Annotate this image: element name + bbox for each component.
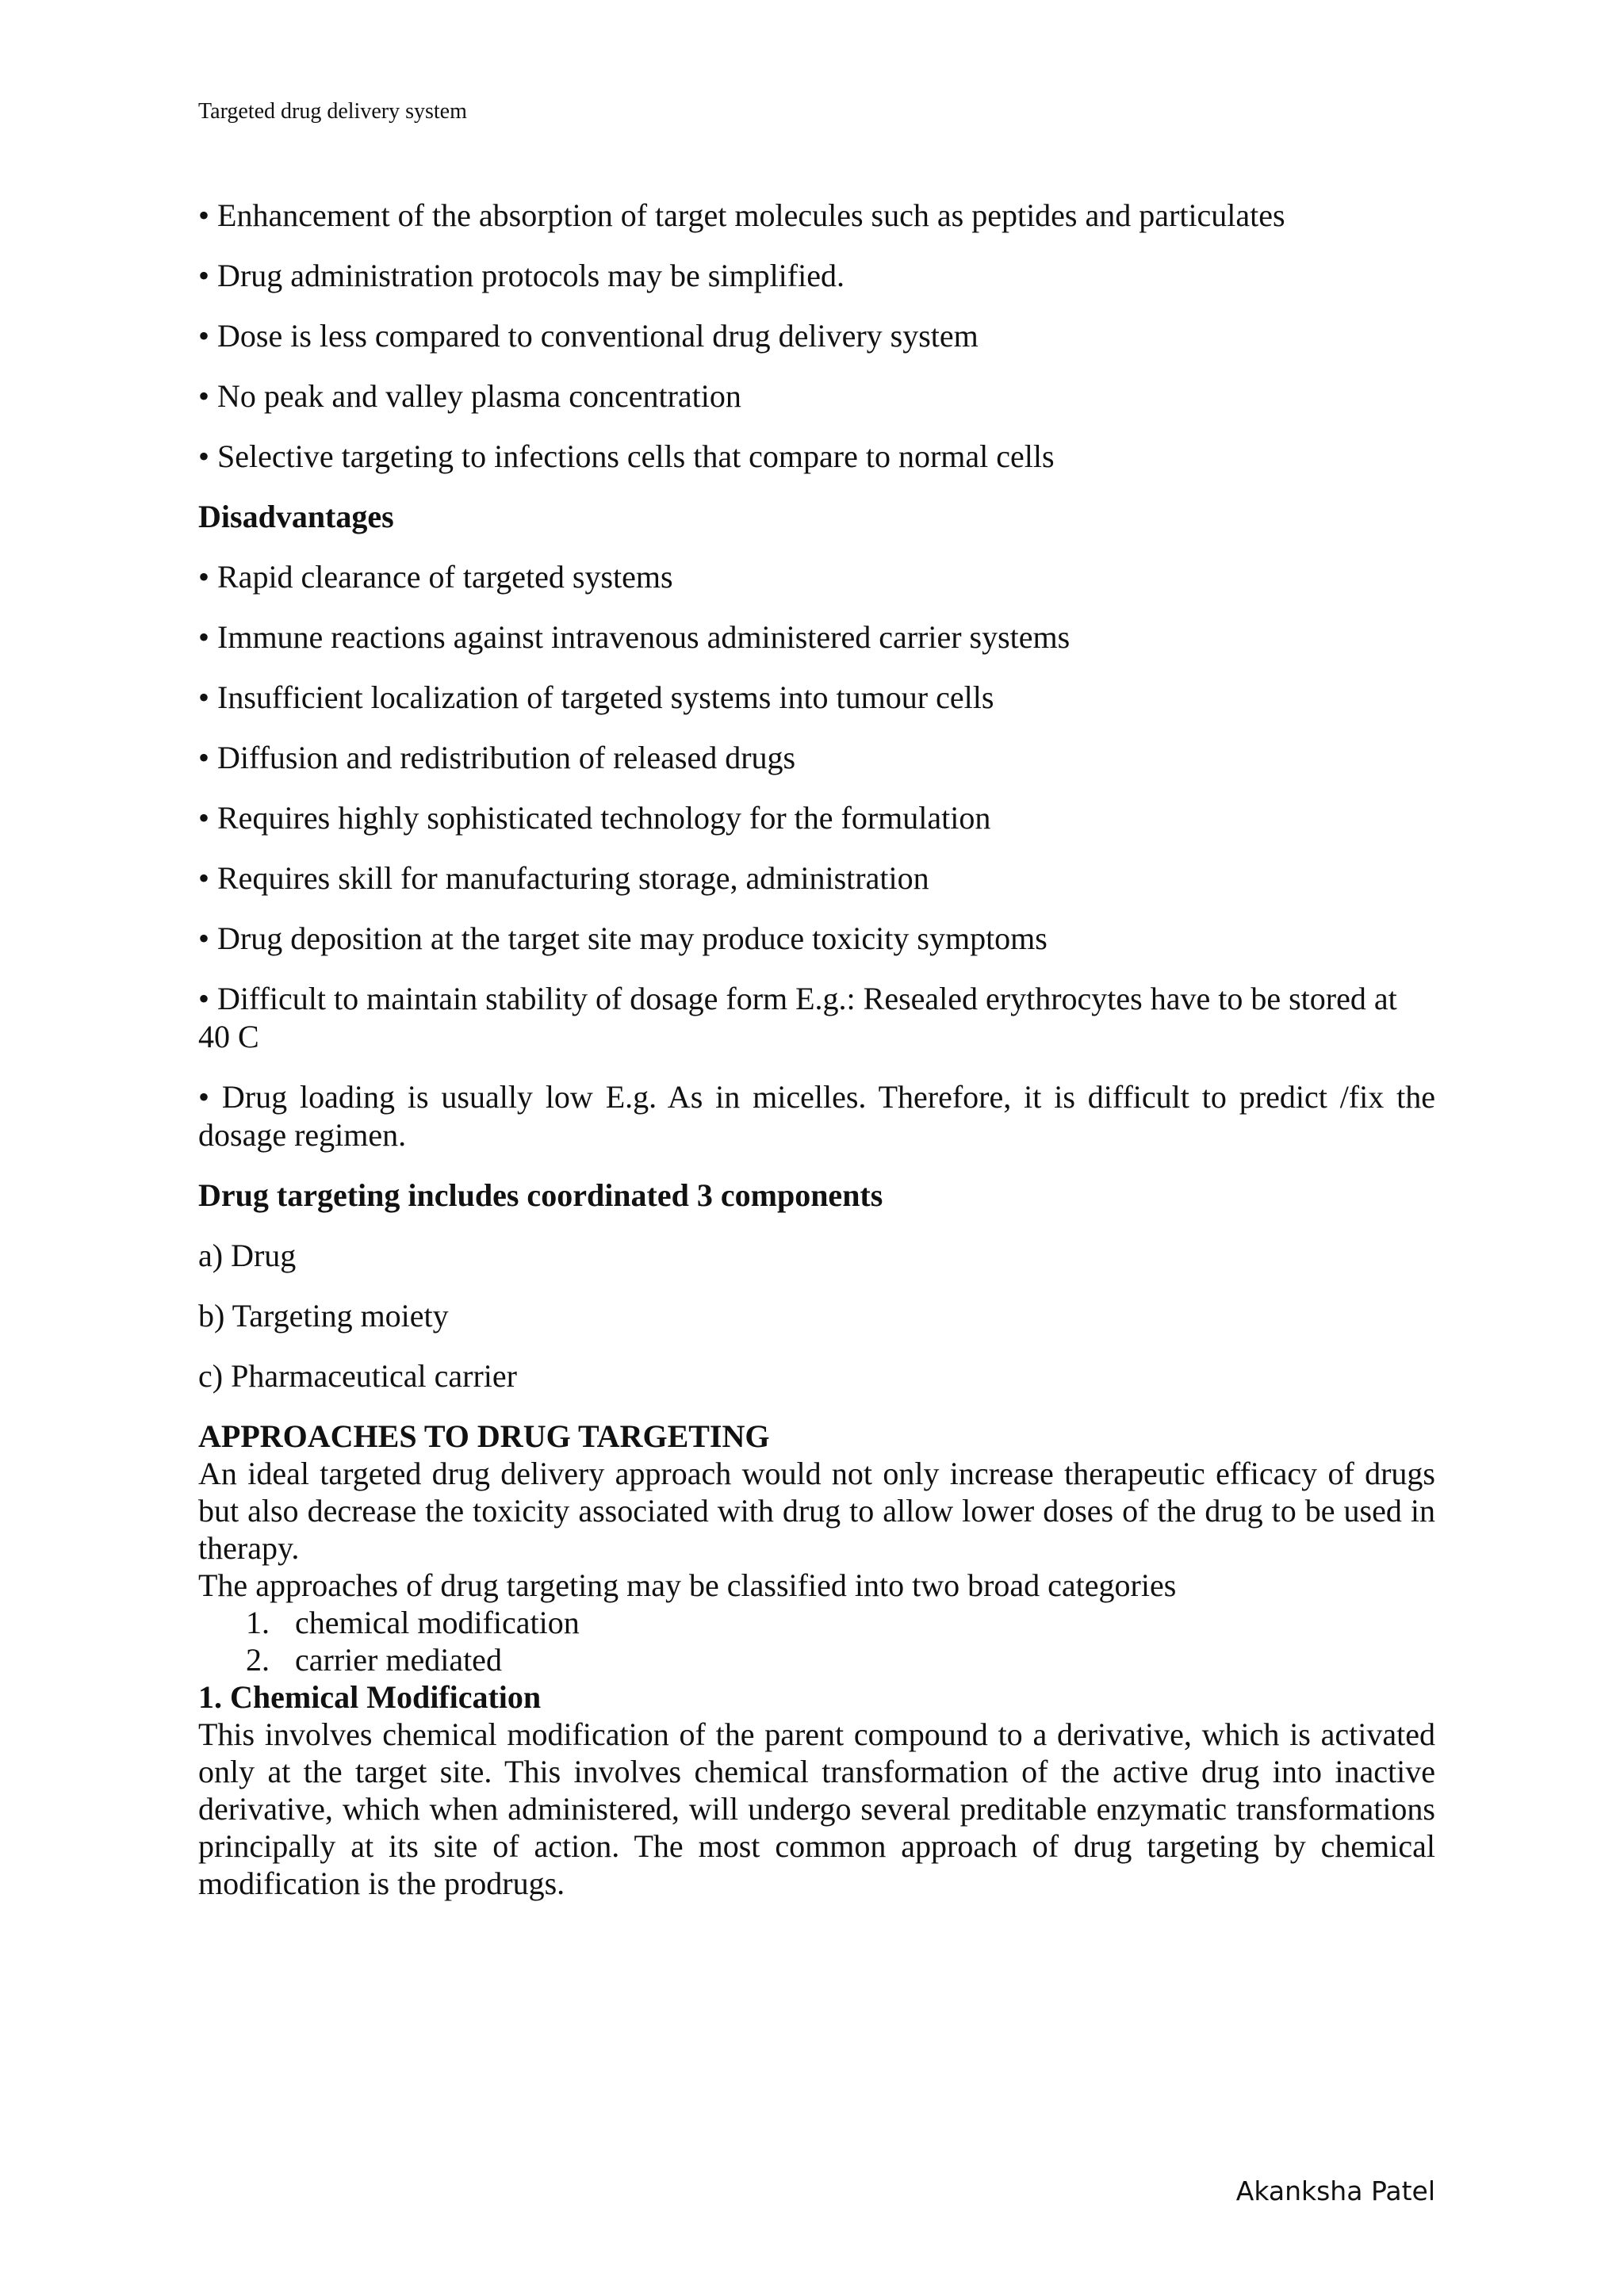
author-footer: Akanksha Patel [1235, 2175, 1435, 2206]
component-item: c) Pharmaceutical carrier [198, 1358, 517, 1394]
disadvantage-item: • Drug loading is usually low E.g. As in micelles. Therefore, it is difficult to predict /fix the dosage regimen. [198, 1079, 1435, 1153]
advantage-item: • Enhancement of the absorption of target molecules such as peptides and particulates [198, 197, 1285, 233]
disadvantage-item: • Rapid clearance of targeted systems [198, 559, 673, 595]
disadvantage-item: • Drug deposition at the target site may produce toxicity symptoms [198, 920, 1048, 956]
numbered-list-item [198, 1604, 1435, 1641]
disadvantage-item: • Immune reactions against intravenous administered carrier systems [198, 619, 1071, 655]
component-item: a) Drug [198, 1238, 297, 1273]
approaches-paragraph: An ideal targeted drug delivery approach would not only increase therapeutic efficacy of drugs but also decrease the toxicity associated with drug to allow lower doses of the drug to be used in therapy. [198, 1456, 1435, 1566]
disadvantage-item: • Diffusion and redistribution of released drugs [198, 740, 796, 775]
numbered-list-item [198, 1641, 1435, 1678]
advantage-item: • Selective targeting to infections cells that compare to normal cells [198, 438, 1055, 474]
disadvantage-item: • Difficult to maintain stability of dosage form E.g.: Resealed erythrocytes have to be stored at 40 C [198, 981, 1397, 1054]
advantage-item: • Dose is less compared to conventional drug delivery system [198, 318, 979, 354]
component-item: b) Targeting moiety [198, 1298, 449, 1334]
chemical-modification-heading: 1. Chemical Modification [198, 1679, 542, 1715]
list-text: carrier mediated [295, 1642, 502, 1678]
disadvantage-item: • Requires highly sophisticated technology for the formulation [198, 800, 991, 836]
running-header: Targeted drug delivery system [198, 99, 467, 124]
list-number: 2. [246, 1642, 270, 1678]
list-number: 1. [246, 1605, 270, 1640]
approaches-intro: The approaches of drug targeting may be classified into two broad categories [198, 1567, 1177, 1603]
disadvantage-item: • Requires skill for manufacturing storage, administration [198, 860, 929, 896]
advantage-item: • No peak and valley plasma concentration [198, 378, 741, 414]
chemical-modification-paragraph: This involves chemical modification of the parent compound to a derivative, which is activated only at the target site. This involves chemical transformation of the active drug into inactive derivative, which when administered, will undergo several preditable enzymatic transformations principally at its site of action. The most common approach of drug targeting by chemical modification is the prodrugs. [198, 1716, 1435, 1901]
disadvantage-item: • Insufficient localization of targeted systems into tumour cells [198, 679, 994, 715]
approaches-heading: APPROACHES TO DRUG TARGETING [198, 1418, 770, 1454]
list-text: chemical modification [295, 1605, 580, 1640]
components-heading: Drug targeting includes coordinated 3 components [198, 1177, 883, 1213]
advantage-item: • Drug administration protocols may be simplified. [198, 258, 845, 293]
disadvantages-heading: Disadvantages [198, 499, 394, 534]
page-body [198, 197, 1435, 1902]
